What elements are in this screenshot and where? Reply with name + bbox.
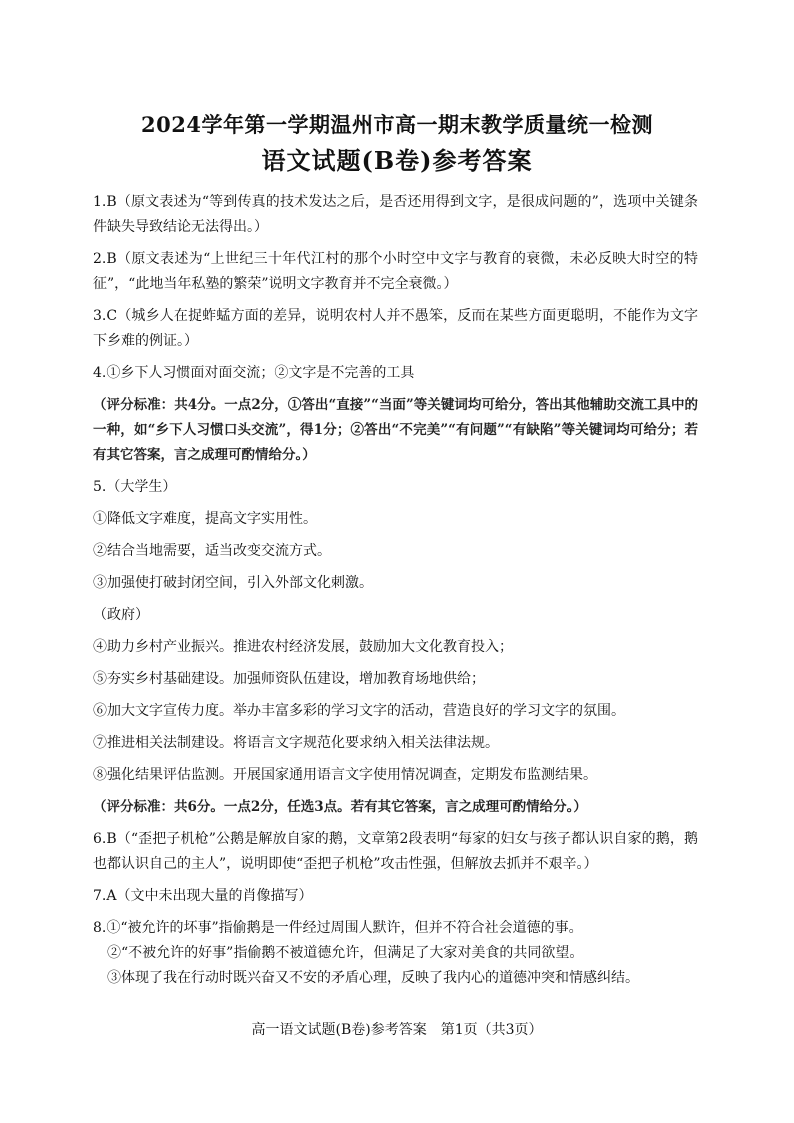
answer-q4-scoring-note: （评分标准：共4分。一点2分，①答出“直接”“当面”等关键词均可给分，答出其他辅助交流工具中的一种，如“乡下人习惯口头交流”，得1分；②答出“不完美”“有问题”“有缺陷”等关键词均可给分；若有其它答案，言之成理可酌情给分。） bbox=[93, 397, 698, 463]
answer-q6: 6.B（“歪把子机枪”公鹅是解放自家的鹅，文章第2段表明“每家的妇女与孩子都认识自家的鹅，鹅也都认识自己的主人”，说明即使“歪把子机枪”攻击性强，但解放去抓并不艰辛。） bbox=[93, 831, 698, 872]
answer-q2: 2.B（原文表述为“上世纪三十年代江村的那个小时空中文字与教育的衰微，未必反映大时空的特征”，“此地当年私塾的繁荣”说明文字教育并不完全衰微。） bbox=[93, 251, 698, 292]
answer-q8-point-2: ②“不被允许的好事”指偷鹅不被道德允许，但满足了大家对美食的共同欲望。 bbox=[107, 945, 584, 961]
answer-q5-heading: 5.（大学生） bbox=[93, 479, 177, 495]
answer-q5-scoring-note: （评分标准：共6分。一点2分，任选3点。若有其它答案，言之成理可酌情给分。） bbox=[93, 799, 587, 815]
answer-q8-point-3: ③体现了我在行动时既兴奋又不安的矛盾心理，反映了我内心的道德冲突和情感纠结。 bbox=[107, 970, 639, 986]
answer-content bbox=[93, 190, 698, 991]
answer-q5-item: ②结合当地需要，适当改变交流方式。 bbox=[93, 543, 331, 559]
answer-q5-gov-item: ④助力乡村产业振兴。推进农村经济发展，鼓励加大文化教育投入； bbox=[93, 639, 513, 655]
answer-q5-gov-item: ⑥加大文字宣传力度。举办丰富多彩的学习文字的活动，营造良好的学习文字的氛围。 bbox=[93, 703, 625, 719]
page-subtitle: 语文试题(B卷)参考答案 bbox=[261, 146, 533, 175]
answer-q1: 1.B（原文表述为“等到传真的技术发达之后，是否还用得到文字，是很成问题的”，选项中关键条件缺失导致结论无法得出。） bbox=[93, 194, 698, 235]
answer-q7: 7.A（文中未出现大量的肖像描写） bbox=[93, 888, 313, 904]
answer-q5-gov-item: ⑧强化结果评估监测。开展国家通用语言文字使用情况调查，定期发布监测结果。 bbox=[93, 767, 597, 783]
answer-q5-item: ③加强使打破封闭空间，引入外部文化刺激。 bbox=[93, 575, 373, 591]
answer-q5-gov-item: ⑦推进相关法制建设。将语言文字规范化要求纳入相关法律法规。 bbox=[93, 735, 499, 751]
page-footer: 高一语文试题(B卷)参考答案 第1页（共3页） bbox=[251, 1022, 543, 1038]
answer-q5-item: ①降低文字难度，提高文字实用性。 bbox=[93, 511, 317, 527]
answer-q4: 4.①乡下人习惯面对面交流；②文字是不完善的工具 bbox=[93, 365, 415, 381]
answer-q3: 3.C（城乡人在捉蚱蜢方面的差异，说明农村人并不愚笨，反而在某些方面更聪明，不能作为文字下乡难的例证。） bbox=[93, 308, 698, 349]
answer-q8-point-1: 8.①“被允许的坏事”指偷鹅是一件经过周围人默许，但并不符合社会道德的事。 bbox=[93, 920, 583, 936]
answer-q5-gov-heading: （政府） bbox=[93, 607, 149, 623]
answer-q5-gov-item: ⑤夯实乡村基础建设。加强师资队伍建设，增加教育场地供给； bbox=[93, 671, 485, 687]
page-title: 2024学年第一学期温州市高一期末教学质量统一检测 bbox=[141, 112, 653, 137]
